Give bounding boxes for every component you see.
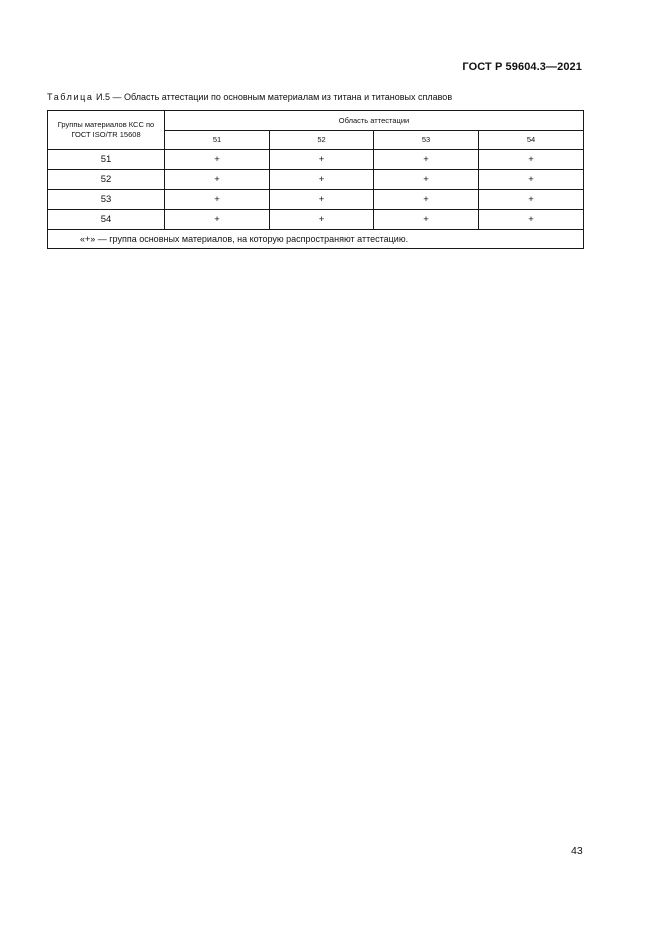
table-cell: +: [374, 150, 479, 170]
table-cell: +: [479, 190, 584, 210]
table-cell: +: [479, 210, 584, 230]
table-note: «+» — группа основных материалов, на которую распространяют аттестацию.: [48, 230, 584, 249]
table-cell: +: [374, 170, 479, 190]
table-cell: +: [270, 210, 374, 230]
table-row: [48, 190, 584, 210]
column-header: 53: [374, 130, 479, 150]
attestation-table: [47, 110, 584, 249]
table-cell: +: [165, 150, 270, 170]
table-cell: +: [270, 170, 374, 190]
table-caption-text: И.5 — Область аттестации по основным материалам из титана и титановых сплавов: [93, 92, 453, 102]
group-header: [48, 111, 165, 150]
column-header: 52: [270, 130, 374, 150]
table-cell: +: [270, 190, 374, 210]
page-number: 43: [571, 845, 583, 857]
table-cell: +: [374, 190, 479, 210]
group-header-text: Группы материалов КСС по ГОСТ ISO/TR 15608: [57, 120, 155, 139]
table-caption-label: Таблица: [47, 92, 94, 102]
table-cell: +: [165, 170, 270, 190]
row-label: 53: [48, 190, 165, 210]
table-caption: [47, 92, 452, 102]
column-header: 51: [165, 130, 270, 150]
row-label: 54: [48, 210, 165, 230]
document-code: ГОСТ Р 59604.3—2021: [462, 61, 582, 73]
row-label: 52: [48, 170, 165, 190]
column-header: 54: [479, 130, 584, 150]
table-cell: +: [374, 210, 479, 230]
table-row: [48, 170, 584, 190]
table-row: [48, 150, 584, 170]
table-row: [48, 210, 584, 230]
table-cell: +: [165, 210, 270, 230]
row-label: 51: [48, 150, 165, 170]
table-cell: +: [270, 150, 374, 170]
table-cell: +: [479, 170, 584, 190]
table-cell: +: [479, 150, 584, 170]
table-cell: +: [165, 190, 270, 210]
attestation-area-header: Область аттестации: [165, 111, 584, 131]
